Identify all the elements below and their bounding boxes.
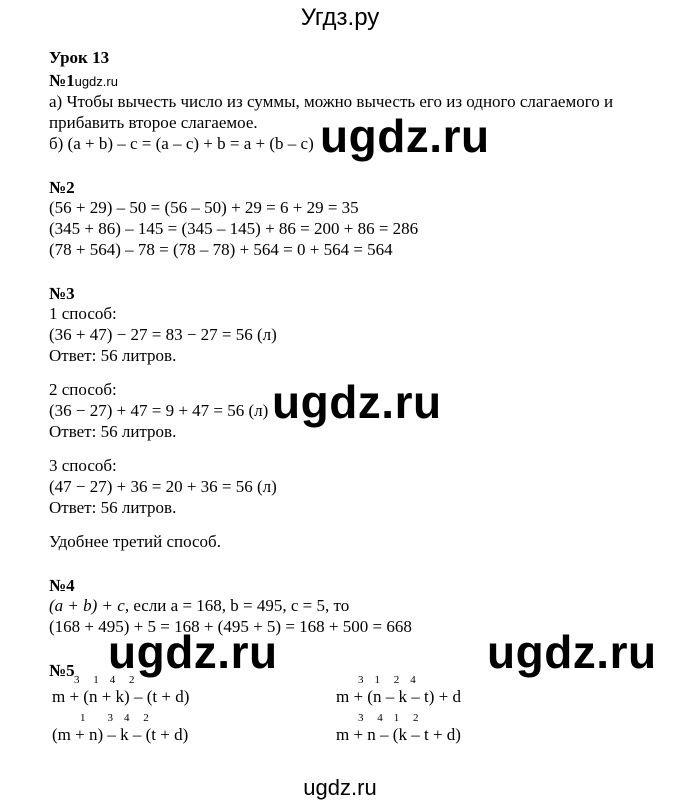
footer-site: ugdz.ru [303, 775, 377, 800]
task4-condition [49, 596, 349, 616]
task1-heading [49, 71, 118, 92]
task1-label: №1 [49, 71, 75, 90]
task5-expression: (m + n) – k – (t + d) [52, 725, 189, 744]
task5-label: №5 [49, 661, 75, 680]
task3-method-answer: Ответ: 56 литров. [49, 422, 177, 441]
site-title: Угдз.ру [300, 4, 380, 31]
task4-condition-expr: (a + b) + c [49, 596, 125, 615]
task1-line-a2: прибавить второе слагаемое. [49, 113, 258, 132]
task2-line: (345 + 86) – 145 = (345 – 145) + 86 = 200 + 86 = 286 [49, 219, 419, 238]
watermark: ugdz.ru [487, 626, 657, 678]
task2-label: №2 [49, 178, 75, 197]
task2-line: (78 + 564) – 78 = (78 – 78) + 564 = 0 + 564 = 564 [49, 240, 393, 259]
task1-small-watermark: ugdz.ru [74, 74, 118, 89]
task5-expression: m + n – (k – t + d) [336, 725, 461, 744]
watermark: ugdz.ru [320, 110, 490, 162]
task3-conclusion: Удобнее третий способ. [49, 532, 221, 551]
watermark: ugdz.ru [108, 626, 278, 678]
task3-method-calc: (47 − 27) + 36 = 20 + 36 = 56 (л) [49, 477, 277, 496]
task3-method-title: 3 способ: [49, 456, 117, 475]
task4-calc: (168 + 495) + 5 = 168 + (495 + 5) = 168 + 500 = 668 [49, 617, 412, 636]
task3-method-title: 1 способ: [49, 304, 117, 323]
action-order-numbers: 3 4 1 2 [358, 712, 419, 724]
watermark: ugdz.ru [272, 376, 442, 428]
task1-line-a1: а) Чтобы вычесть число из суммы, можно вычесть его из одного слагаемого и [49, 92, 614, 111]
task2-line: (56 + 29) – 50 = (56 – 50) + 29 = 6 + 29 = 35 [49, 198, 359, 217]
task5-expression: m + (n + k) – (t + d) [52, 687, 190, 706]
action-order-numbers: 3 1 4 2 [74, 674, 135, 686]
task3-method-answer: Ответ: 56 литров. [49, 346, 177, 365]
task4-condition-rest: , если a = 168, b = 495, c = 5, то [124, 596, 350, 615]
action-order-numbers: 3 1 2 4 [358, 674, 416, 686]
task4-label: №4 [49, 576, 75, 595]
task3-method-calc: (36 + 47) − 27 = 83 − 27 = 56 (л) [49, 325, 277, 344]
task3-method-calc: (36 − 27) + 47 = 9 + 47 = 56 (л) [49, 401, 269, 420]
task1-line-b: б) (a + b) – c = (a – c) + b = a + (b – c) [49, 134, 314, 153]
lesson-title: Урок 13 [49, 48, 110, 67]
task3-method-title: 2 способ: [49, 380, 117, 399]
task3-method-answer: Ответ: 56 литров. [49, 498, 177, 517]
task3-label: №3 [49, 284, 75, 303]
task5-expression: m + (n – k – t) + d [336, 687, 461, 706]
action-order-numbers: 1 3 4 2 [80, 712, 149, 724]
